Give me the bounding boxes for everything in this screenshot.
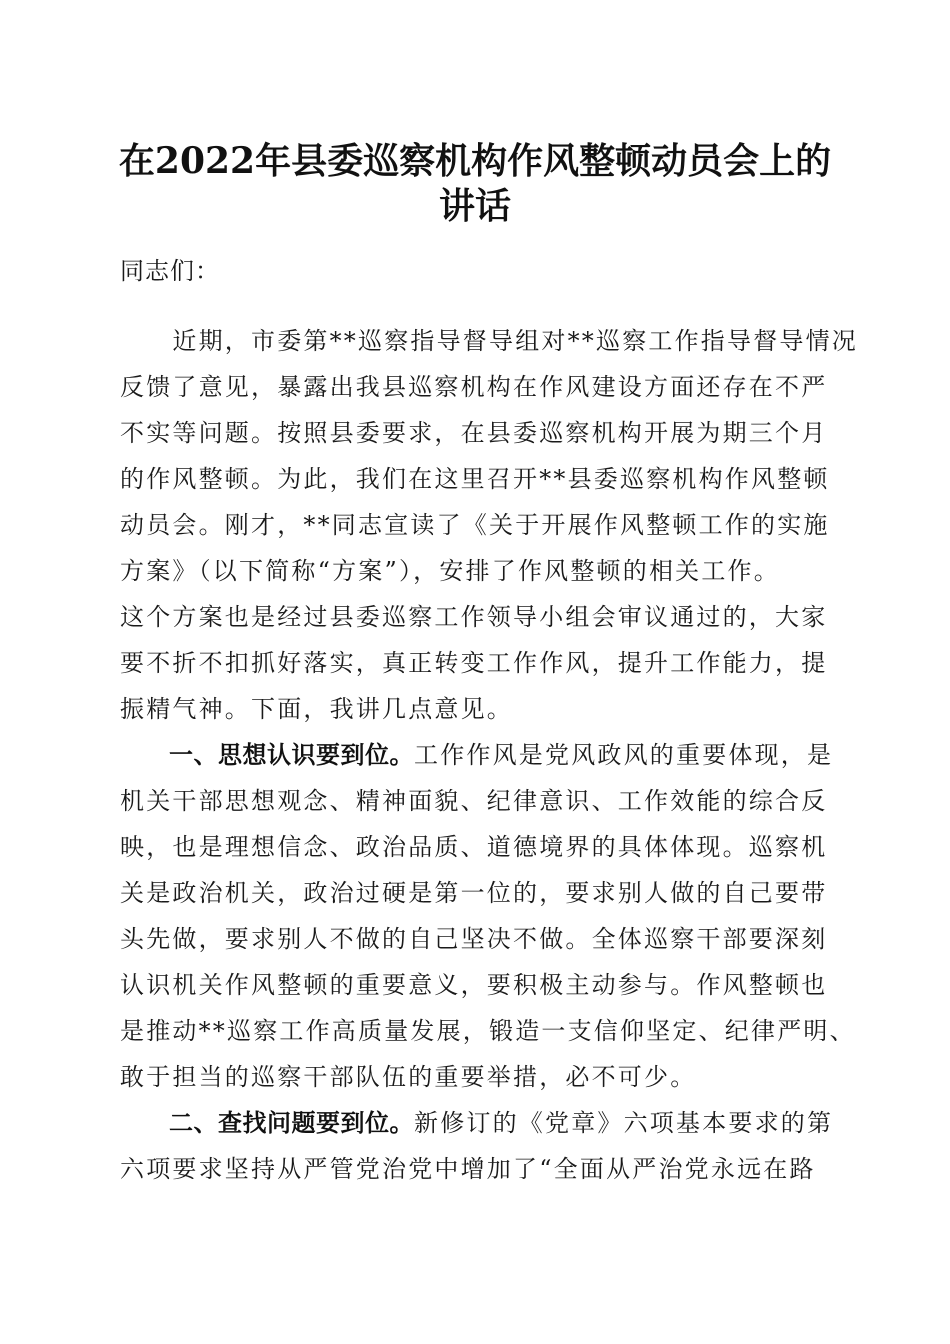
paragraph-line: 认识机关作风整顿的重要意义，要积极主动参与。作风整顿也 (120, 971, 828, 999)
paragraph-line: 反馈了意见，暴露出我县巡察机构在作风建设方面还存在不严 (120, 373, 828, 401)
paragraph-line: 要不折不扣抓好落实，真正转变工作作风，提升工作能力，提 (120, 649, 828, 677)
paragraph-line: 敢于担当的巡察干部队伍的重要举措，必不可少。 (120, 1063, 697, 1091)
paragraph-line: 近期，市委第**巡察指导督导组对**巡察工作指导督导情况 (120, 327, 858, 355)
paragraph-line: 是推动**巡察工作高质量发展，锻造一支信仰坚定、纪律严明、 (120, 1017, 856, 1045)
paragraph-line: 机关干部思想观念、精神面貌、纪律意识、工作效能的综合反 (120, 787, 828, 815)
paragraph-line: 关是政治机关，政治过硬是第一位的，要求别人做的自己要带 (120, 879, 828, 907)
paragraph-line: 六项要求坚持从严管党治党中增加了“全面从严治党永远在路 (120, 1155, 816, 1183)
greeting: 同志们： (120, 257, 220, 285)
section-2-first-line (120, 1100, 832, 1146)
paragraph-line: 映，也是理想信念、政治品质、道德境界的具体体现。巡察机 (120, 833, 828, 861)
paragraph-line: 不实等问题。按照县委要求，在县委巡察机构开展为期三个月 (120, 419, 828, 447)
paragraph-line: 的作风整顿。为此，我们在这里召开**县委巡察机构作风整顿 (120, 465, 830, 493)
section-1-first-line (120, 732, 832, 778)
section-1-heading: 一、思想认识要到位。 (120, 741, 414, 769)
section-2-heading: 二、查找问题要到位。 (120, 1109, 414, 1137)
paragraph-line: 方案》（以下简称“方案”），安排了作风整顿的相关工作。 (120, 557, 780, 585)
section-2-text: 新修订的《党章》六项基本要求的第 (414, 1109, 834, 1137)
paragraph-line: 动员会。刚才，**同志宣读了《关于开展作风整顿工作的实施 (120, 511, 830, 539)
document-title-line-1: 在2022年县委巡察机构作风整顿动员会上的 (118, 140, 832, 182)
paragraph-line: 这个方案也是经过县委巡察工作领导小组会审议通过的，大家 (120, 603, 828, 631)
section-1-text: 工作作风是党风政风的重要体现，是 (414, 741, 834, 769)
document-title-line-2: 讲话 (438, 185, 511, 227)
paragraph-line: 头先做，要求别人不做的自己坚决不做。全体巡察干部要深刻 (120, 925, 828, 953)
paragraph-line: 振精气神。下面，我讲几点意见。 (120, 695, 513, 723)
